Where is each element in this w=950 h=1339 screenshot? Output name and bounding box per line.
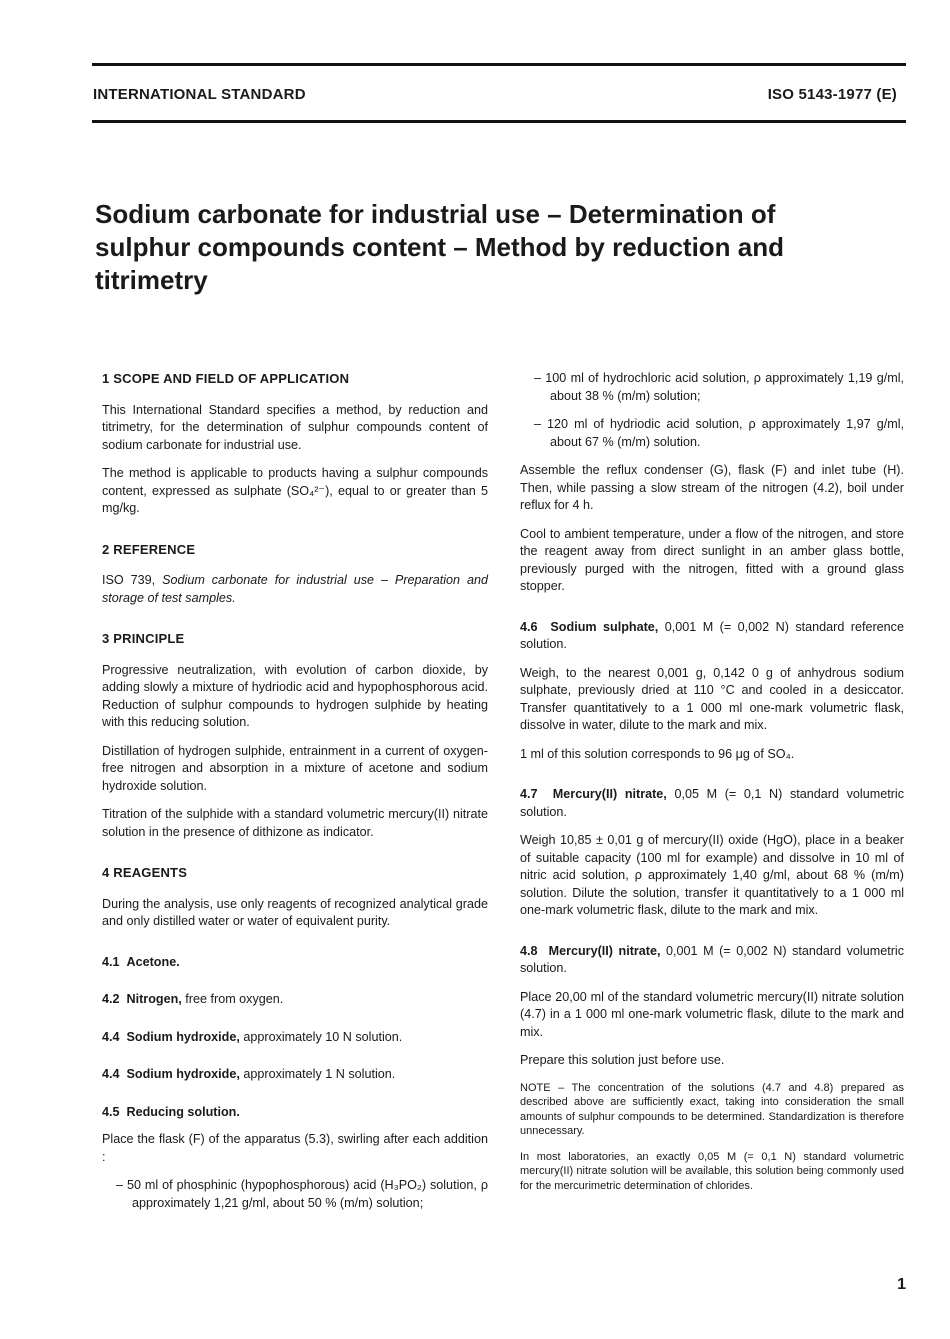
clause-number: 4.2 [102, 992, 120, 1006]
paragraph: Prepare this solution just before use. [520, 1053, 725, 1067]
paragraph [102, 572, 488, 607]
reagent-4-1 [102, 954, 488, 972]
paragraph: Place 20,00 ml of the standard volumetric mercury(II) nitrate solution (4.7) in a 1 000 ml one-mark volumetric flask, dilute to the mark and mix. [520, 989, 904, 1039]
section-heading-reference: 2 REFERENCE [102, 541, 196, 557]
clause-number: 4.1 [102, 954, 120, 969]
reagent-desc: approximately 1 N solution. [239, 1067, 396, 1081]
header-top-rule [92, 63, 906, 66]
clause-number: 4.8 [520, 943, 538, 958]
section-heading-scope: 1 SCOPE AND FIELD OF APPLICATION [102, 371, 350, 386]
right-column [520, 370, 904, 1204]
header-left: INTERNATIONAL STANDARD [93, 86, 306, 103]
reagent-4-2 [102, 991, 488, 1009]
reagent-name: Mercury(II) nitrate, [548, 943, 661, 958]
clause-number: 4.6 [520, 619, 538, 634]
reference-code: ISO 739, [102, 573, 163, 587]
clause-number: 4.4 [102, 1029, 120, 1044]
clause-number: 4.5 [102, 1104, 120, 1119]
reagent-name: Sodium sulphate, [550, 619, 659, 634]
document-title: Sodium carbonate for industrial use – Determination of sulphur compounds content – Method by reduction and titrimetry [95, 199, 784, 295]
paragraph: This International Standard specifies a method, by reduction and titrimetry, for the determination of sulphur compounds content of sodium carbonate for industrial use. [102, 402, 488, 452]
paragraph: Assemble the reflux condenser (G), flask (F) and inlet tube (H). Then, while passing a slow stream of the nitrogen (4.2), boil under reflux for 4 h. [520, 463, 904, 512]
paragraph: 1 ml of this solution corresponds to 96 μg of SO₄. [520, 746, 795, 761]
reagent-name: Mercury(II) nitrate, [552, 787, 667, 801]
reagent-desc: free from oxygen. [181, 992, 284, 1006]
reagent-name: Reducing solution. [126, 1104, 240, 1119]
note: NOTE – The concentration of the solutions (4.7 and 4.8) prepared as described above are sufficiently exact, taking into consideration the small amounts of sulphur compounds to be determined. Standardization is therefore unnecessary. [520, 1081, 904, 1137]
clause-number: 4.7 [520, 787, 538, 801]
list-item: – 50 ml of phosphinic (hypophosphorous) acid (H₃PO₂) solution, ρ approximately 1,21 g/ml, about 50 % (m/m) solution; [116, 1178, 488, 1210]
section-heading-reagents: 4 REAGENTS [102, 865, 188, 880]
reagent-name: Sodium hydroxide, [126, 1029, 240, 1044]
reagent-desc: approximately 10 N solution. [239, 1029, 403, 1044]
reagent-name: Nitrogen, [126, 992, 182, 1006]
paragraph: During the analysis, use only reagents of recognized analytical grade and only distilled water or water of equivalent purity. [102, 896, 488, 928]
paragraph: The method is applicable to products having a sulphur compounds content, expressed as sulphate (SO₄²⁻), equal to or greater than 5 mg/kg. [102, 466, 488, 515]
clause-number: 4.4 [102, 1067, 120, 1081]
note: In most laboratories, an exactly 0,05 M (= 0,1 N) standard volumetric mercury(II) nitrate solution will be available, this solution being commonly used for the mercurimetric determination of chlorides. [520, 1150, 904, 1192]
reagent-4-4 [102, 1066, 488, 1084]
section-heading-principle: 3 PRINCIPLE [102, 631, 185, 646]
header-right: ISO 5143-1977 (E) [767, 86, 897, 103]
left-column [102, 370, 488, 1223]
paragraph: Titration of the sulphide with a standard volumetric mercury(II) nitrate solution in the presence of dithizone as indicator. [102, 807, 488, 839]
paragraph: Weigh 10,85 ± 0,01 g of mercury(II) oxide (HgO), place in a beaker of suitable capacity (100 ml for example) and dissolve in 10 ml of nitric acid solution, ρ approximately 1,40 g/ml, about 68 % (m/m) solution. Dilute the solution, transfer it quantitatively to a 1 000 ml one-mark volumetric flask, dilute to the mark and mix. [520, 833, 904, 917]
reagent-4-8 [520, 943, 904, 978]
list-item: – 120 ml of hydriodic acid solution, ρ approximately 1,97 g/ml, about 67 % (m/m) solution. [534, 417, 904, 449]
reagent-name: Acetone. [126, 954, 180, 969]
header-bottom-rule [92, 120, 906, 123]
paragraph: Distillation of hydrogen sulphide, entrainment in a current of oxygen-free nitrogen and absorption in a mixture of acetone and sodium hydroxide solution. [102, 743, 488, 793]
reagent-4-5 [102, 1104, 488, 1122]
paragraph: Progressive neutralization, with evolution of carbon dioxide, by adding slowly a mixture of hydriodic acid and hypophosphorous acid. Reduction of sulphur compounds to hydrogen sulphide by heating with this reducing solution. [102, 662, 488, 729]
reagent-name: Sodium hydroxide, [126, 1067, 240, 1081]
page-number: 1 [897, 1276, 906, 1293]
list-item: – 100 ml of hydrochloric acid solution, ρ approximately 1,19 g/ml, about 38 % (m/m) solution; [534, 371, 904, 403]
reference-title: Sodium carbonate for industrial use – Preparation and storage of test samples. [102, 573, 488, 605]
paragraph: Place the flask (F) of the apparatus (5.3), swirling after each addition : [102, 1132, 488, 1164]
reagent-desc: 0,001 M (= 0,002 N) standard volumetric solution. [520, 943, 904, 975]
reagent-4-7 [520, 786, 904, 821]
reagent-desc: 0,05 M (= 0,1 N) standard volumetric solution. [520, 787, 905, 819]
reagent-desc: 0,001 M (= 0,002 N) standard reference solution. [520, 619, 904, 651]
paragraph: Cool to ambient temperature, under a flow of the nitrogen, and store the reagent away from direct sunlight in an amber glass bottle, previously purged with the nitrogen, fitted with a ground glass stopper. [520, 526, 904, 593]
paragraph: Weigh, to the nearest 0,001 g, 0,142 0 g of anhydrous sodium sulphate, previously dried at 110 °C and cooled in a desiccator. Transfer quantitatively to a 1 000 ml one-mark volumetric flask, dissolve in water, dilute to the mark and mix. [520, 665, 904, 732]
reagent-4-6 [520, 619, 904, 654]
reagent-4-3 [102, 1029, 488, 1047]
